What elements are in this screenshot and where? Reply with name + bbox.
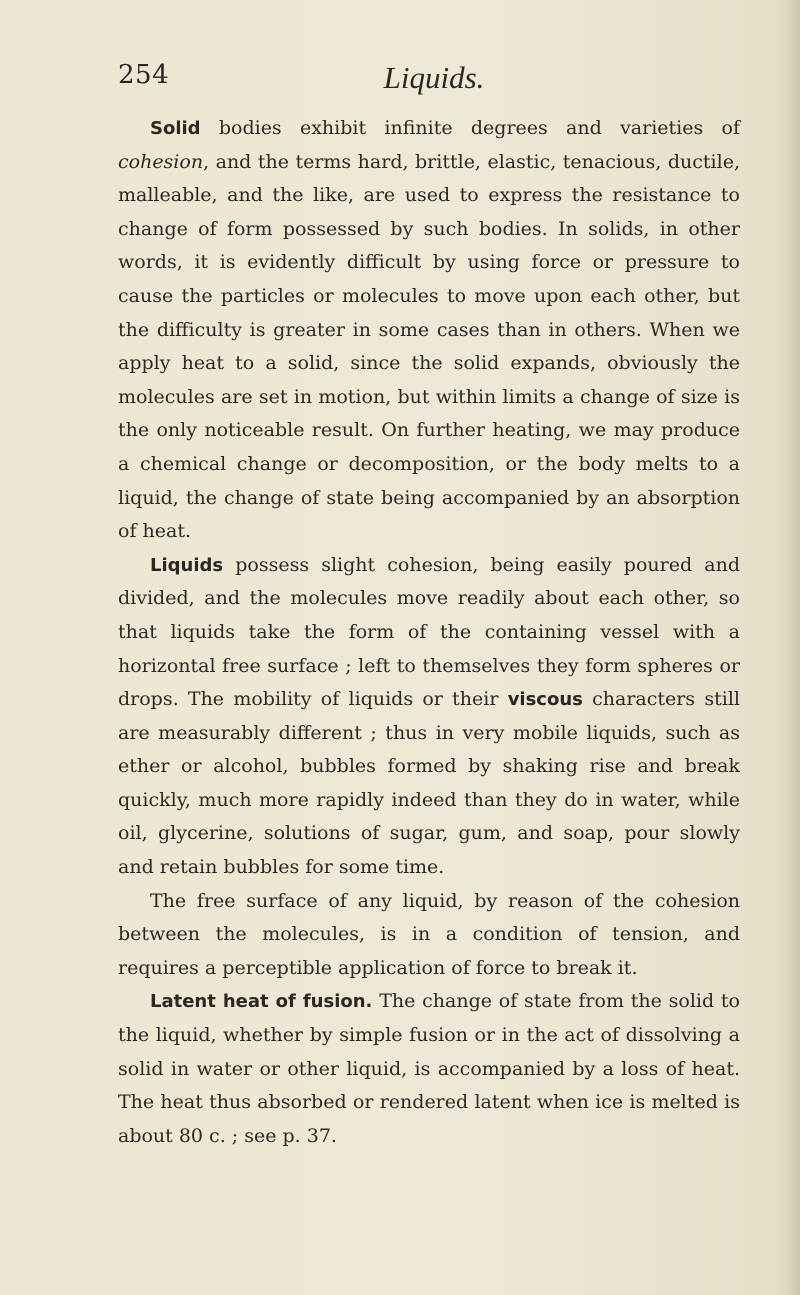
paragraph-liquids [118, 549, 740, 885]
paragraph-text: , and the terms hard, brittle, elastic, tenacious, ductile, malleable, and the like, are used to express the resistance to change of form possessed by such bodies. In solids, in other words, it is evidently difficult by using force or pressure to cause the particles or molecules to move upon each other, but the difficulty is greater in some cases than in others. When we apply heat to a solid, since the solid expands, obviously the molecules are set in motion, but within limits a change of size is the only noticeable result. On further heating, we may produce a chemical change or decomposition, or the body melts to a liquid, the change of state being accompanied by an absorption of heat. [118, 150, 740, 543]
running-title: Liquids. [383, 60, 485, 95]
lead-term-liquids: Liquids [150, 554, 224, 576]
paragraph-text: The free surface of any liquid, by reason of the cohesion between the molecules, is in a condition of tension, and requires a perceptible application of force to break it. [118, 889, 740, 979]
bold-term-viscous: viscous [507, 689, 583, 711]
paragraph-text: characters still are measurably different ; thus in very mobile liquids, such as ether or alcohol, bubbles formed by shaking rise and break quickly, much more rapidly indeed than they do in water, while oil, glycerine, solutions of sugar, gum, and soap, pour slowly and retain bubbles for some time. [118, 688, 740, 879]
page-edge-shadow [786, 0, 800, 1295]
paragraph-text: possess slight cohesion, being easily poured and divided, and the molecules move readily about each other, so that liquids take the form of the containing vessel with a horizontal free surface ; left to themselves they form spheres or drops. The mobility of liquids or their [118, 553, 740, 711]
lead-term-solid: Solid [150, 118, 201, 139]
page-header [118, 60, 740, 100]
page-number: 254 [118, 60, 170, 90]
paragraph-text: bodies exhibit infinite degrees and varieties of [200, 117, 740, 139]
body-text [118, 112, 740, 1153]
italic-term-cohesion: cohesion [118, 150, 204, 173]
section-heading-latent-heat: Latent heat of fusion. [150, 991, 373, 1013]
paragraph-latent-heat [118, 985, 740, 1153]
paragraph-solids [118, 112, 740, 549]
paragraph-text: The change of state from the solid to the liquid, whether by simple fusion or in the act of dissolving a solid in water or other liquid, is accompanied by a loss of heat. The heat thus absorbed or rendered latent when ice is melted is about 80 c. ; see p. 37. [118, 990, 740, 1147]
paragraph-surface-tension [118, 885, 740, 986]
